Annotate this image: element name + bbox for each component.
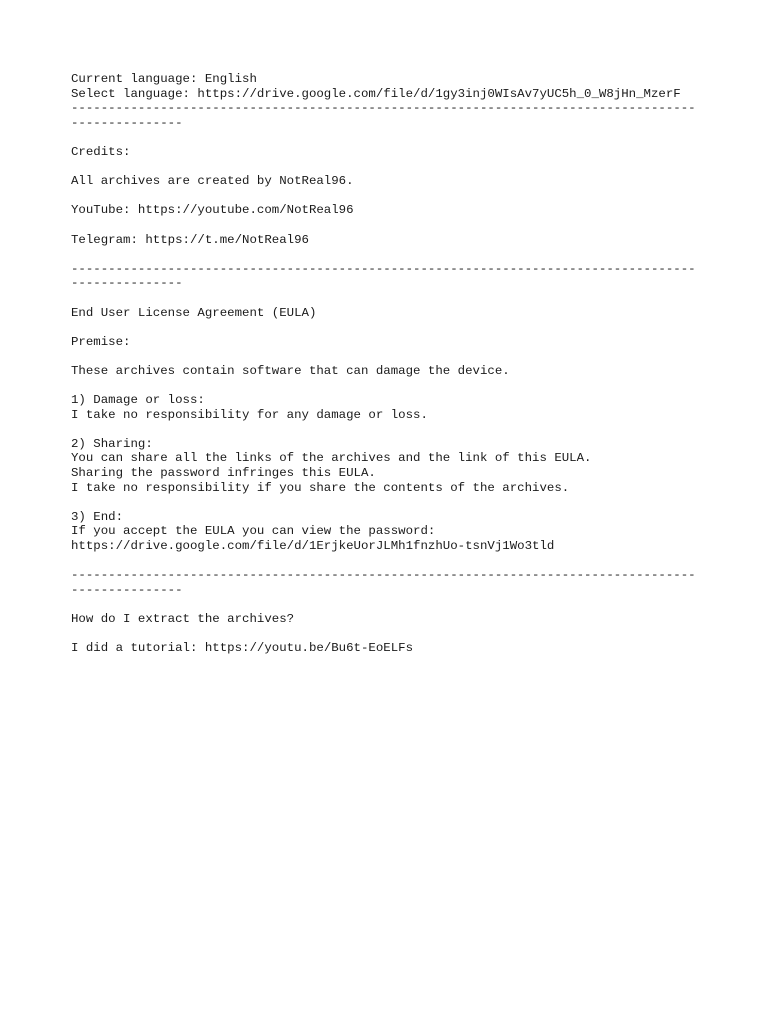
youtube-link[interactable]: https://youtube.com/NotReal96 <box>137 203 354 218</box>
password-line <box>71 539 711 554</box>
section-1-text: I take no responsibility for any damage or loss. <box>71 407 428 422</box>
spacer <box>71 320 711 335</box>
section-2-line-2: Sharing the password infringes this EULA. <box>71 466 376 481</box>
credits-heading: Credits: <box>71 144 131 159</box>
spacer <box>71 349 711 364</box>
spacer <box>71 247 711 262</box>
telegram-line <box>71 233 711 248</box>
select-language-line <box>71 87 711 102</box>
section-3-heading: 3) End: <box>71 509 124 524</box>
select-language-label: Select language: <box>71 86 198 101</box>
spacer <box>71 627 711 642</box>
section-3-text: If you accept the EULA you can view the password: <box>71 524 436 539</box>
spacer <box>71 189 711 204</box>
premise-text: These archives contain software that can damage the device. <box>71 363 510 378</box>
divider-3-line-1: ------------------------------------------------------------------------------------ <box>71 568 696 583</box>
spacer <box>71 218 711 233</box>
spacer <box>71 554 711 569</box>
youtube-line <box>71 203 711 218</box>
section-2-line-1: You can share all the links of the archives and the link of this EULA. <box>71 451 592 466</box>
spacer <box>71 495 711 510</box>
telegram-label: Telegram: <box>71 232 146 247</box>
tutorial-line <box>71 641 711 656</box>
current-language-line: Current language: English <box>71 72 257 86</box>
credits-archives-note: All archives are created by NotReal96. <box>71 174 354 189</box>
divider-2-line-1: ------------------------------------------------------------------------------------ <box>71 261 696 276</box>
spacer <box>71 130 711 145</box>
tutorial-label: I did a tutorial: <box>71 641 205 656</box>
divider-3 <box>71 568 711 597</box>
document-page <box>71 72 711 656</box>
eula-title: End User License Agreement (EULA) <box>71 305 317 320</box>
select-language-link[interactable]: https://drive.google.com/file/d/1gy3inj0WIsAv7yUC5h_0_W8jHn_MzerF <box>197 86 681 101</box>
section-2-line-3: I take no responsibility if you share the contents of the archives. <box>71 480 570 495</box>
divider-2 <box>71 262 711 291</box>
divider-1-line-2: --------------- <box>71 115 183 130</box>
spacer <box>71 378 711 393</box>
divider-2-line-2: --------------- <box>71 276 183 291</box>
spacer <box>71 160 711 175</box>
password-link[interactable]: https://drive.google.com/file/d/1ErjkeUorJLMh1fnzhUo-tsnVj1Wo3tld <box>71 539 555 553</box>
telegram-link[interactable]: https://t.me/NotReal96 <box>145 232 309 247</box>
premise-heading: Premise: <box>71 334 131 349</box>
divider-1-line-1: ------------------------------------------------------------------------------------ <box>71 101 696 116</box>
section-1-heading: 1) Damage or loss: <box>71 393 205 408</box>
spacer <box>71 422 711 437</box>
divider-1 <box>71 101 711 130</box>
tutorial-link[interactable]: https://youtu.be/Bu6t-EoELFs <box>204 641 414 656</box>
extract-question: How do I extract the archives? <box>71 611 295 626</box>
divider-3-line-2: --------------- <box>71 582 183 597</box>
spacer <box>71 597 711 612</box>
section-2-heading: 2) Sharing: <box>71 436 153 451</box>
spacer <box>71 291 711 306</box>
youtube-label: YouTube: <box>71 203 138 218</box>
